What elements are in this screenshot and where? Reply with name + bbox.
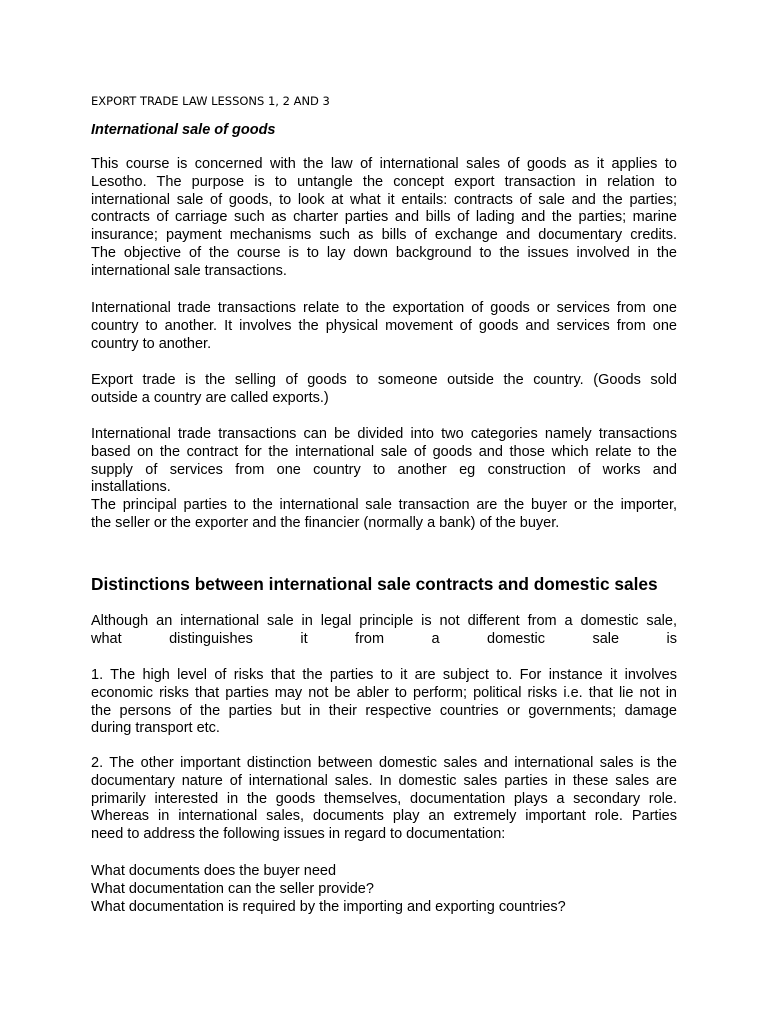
paragraph-principal-parties <box>91 497 677 533</box>
section-subtitle: International sale of goods <box>91 122 276 138</box>
paragraph-line: 2. The other important distinction between domestic sales and international sales is the <box>91 755 677 771</box>
paragraph-line: installations. <box>91 479 171 496</box>
paragraph-line: the persons of the parties but in their respective countries or governments; damage <box>91 702 677 719</box>
section-heading: Distinctions between international sale contracts and domestic sales <box>91 574 658 594</box>
paragraph-line: international sale of goods, to look at what it entails: contracts of sale and the parties; <box>91 191 677 208</box>
paragraph-line: International trade transactions can be divided into two categories namely transactions <box>91 426 677 442</box>
question-line: What documentation is required by the importing and exporting countries? <box>91 899 566 915</box>
paragraph-line: insurance; payment mechanisms such as bills of exchange and documentary credits. <box>91 227 677 244</box>
paragraph-line: documentary nature of international sales. In domestic sales parties in these sales are <box>91 772 677 789</box>
paragraph-risks <box>91 667 677 738</box>
paragraph-line: Export trade is the selling of goods to someone outside the country. (Goods sold <box>91 372 677 388</box>
document-header: EXPORT TRADE LAW LESSONS 1, 2 AND 3 <box>91 94 330 108</box>
question-line: What documents does the buyer need <box>91 863 337 879</box>
paragraph-line: Lesotho. The purpose is to untangle the concept export transaction in relation to <box>91 173 677 190</box>
paragraph-distinction-intro <box>91 613 677 649</box>
paragraph-line: The objective of the course is to lay down background to the issues involved in the <box>91 244 677 261</box>
paragraph-line: This course is concerned with the law of international sales of goods as it applies to <box>91 156 677 172</box>
paragraph-line: supply of services from one country to another eg construction of works and <box>91 461 677 478</box>
paragraph-line: country to another. It involves the physical movement of goods and services from one <box>91 317 677 334</box>
paragraph-line: 1. The high level of risks that the parties to it are subject to. For instance it involves <box>91 667 677 683</box>
paragraph-line: what distinguishes it from a domestic sale is <box>91 630 677 647</box>
paragraph-line: Although an international sale in legal principle is not different from a domestic sale, <box>91 613 677 629</box>
paragraph-line: the seller or the exporter and the financier (normally a bank) of the buyer. <box>91 514 560 531</box>
paragraph-line: economic risks that parties may not be abler to perform; political risks i.e. that lie not in <box>91 684 677 701</box>
question-line: What documentation can the seller provide? <box>91 881 374 897</box>
paragraph-line: based on the contract for the international sale of goods and those which relate to the <box>91 443 677 460</box>
paragraph-categories <box>91 426 677 497</box>
paragraph-line: international sale transactions. <box>91 262 287 279</box>
paragraph-line: The principal parties to the international sale transaction are the buyer or the importer, <box>91 497 677 513</box>
paragraph-export-trade <box>91 372 677 408</box>
paragraph-line: outside a country are called exports.) <box>91 389 329 406</box>
paragraph-course-scope <box>91 156 677 281</box>
paragraph-documentary-nature <box>91 755 677 844</box>
paragraph-line: primarily interested in the goods themselves, documentation plays a secondary role. <box>91 790 677 807</box>
paragraph-line: contracts of carriage such as charter parties and bills of lading and the parties; marine <box>91 209 677 226</box>
paragraph-trade-transactions <box>91 300 677 353</box>
paragraph-line: need to address the following issues in regard to documentation: <box>91 826 506 843</box>
paragraph-line: country to another. <box>91 335 212 352</box>
paragraph-line: Whereas in international sales, documents play an extremely important role. Parties <box>91 808 677 825</box>
paragraph-line: International trade transactions relate to the exportation of goods or services from one <box>91 300 677 316</box>
paragraph-line: during transport etc. <box>91 720 220 737</box>
